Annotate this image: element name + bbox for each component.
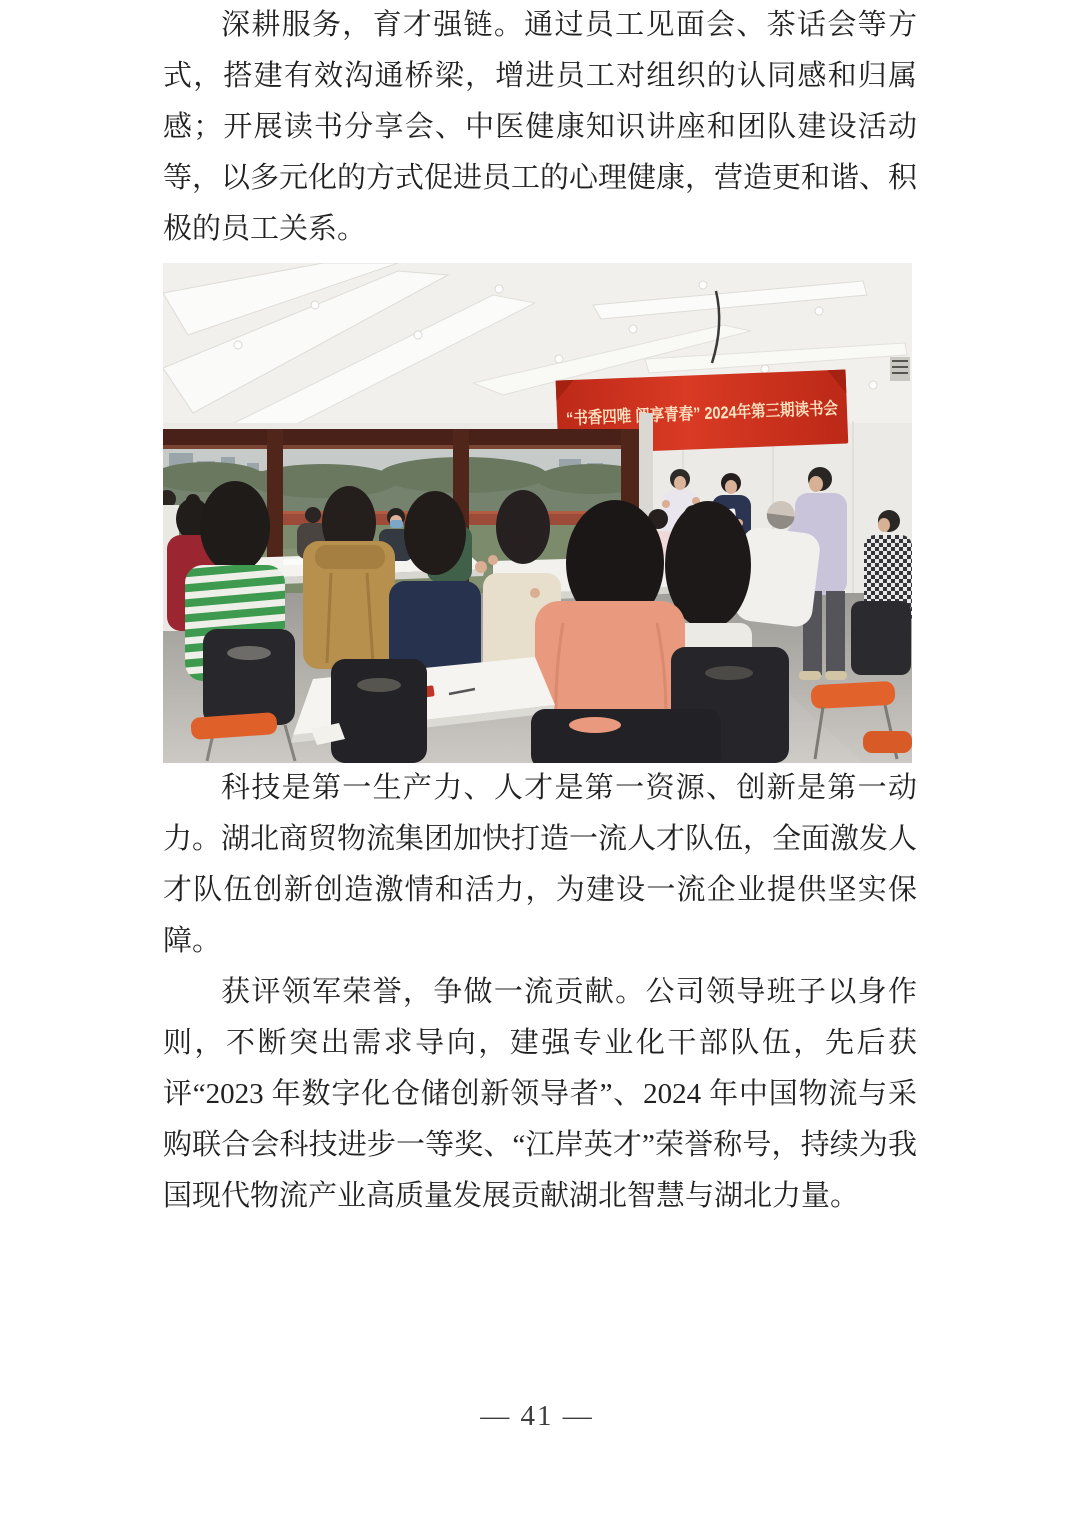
page-number: — 41 — [480,1400,594,1432]
page-content [163,0,917,1222]
event-photo [163,263,912,763]
paragraph-honors: 获评领军荣誉，争做一流贡献。公司领导班子以身作则，不断突出需求导向，建强专业化干部队伍，先后获评“2023 年数字化仓储创新领导者”、2024 年中国物流与采购联合会科技进步一等奖、“江岸英才”荣誉称号，持续为我国现代物流产业高质量发展贡献湖北智慧与湖北力量。 [163,976,917,1212]
wall-vent [890,357,910,381]
paragraph-technology: 科技是第一生产力、人才是第一资源、创新是第一动力。湖北商贸物流集团加快打造一流人才队伍，全面激发人才队伍创新创造激情和活力，为建设一流企业提供坚实保障。 [163,772,918,957]
chair-front-of-pink [531,709,721,763]
banner-text: “书香四唯 阅享青春” 2024年第三期读书会 [565,397,886,429]
paragraph-service: 深耕服务，育才强链。通过员工见面会、茶话会等方式，搭建有效沟通桥梁，增进员工对组织的认同感和归属感；开展读书分享会、中医健康知识讲座和团队建设活动等，以多元化的方式促进员工的心理健康，营造更和谐、积极的员工关系。 [163,9,918,245]
